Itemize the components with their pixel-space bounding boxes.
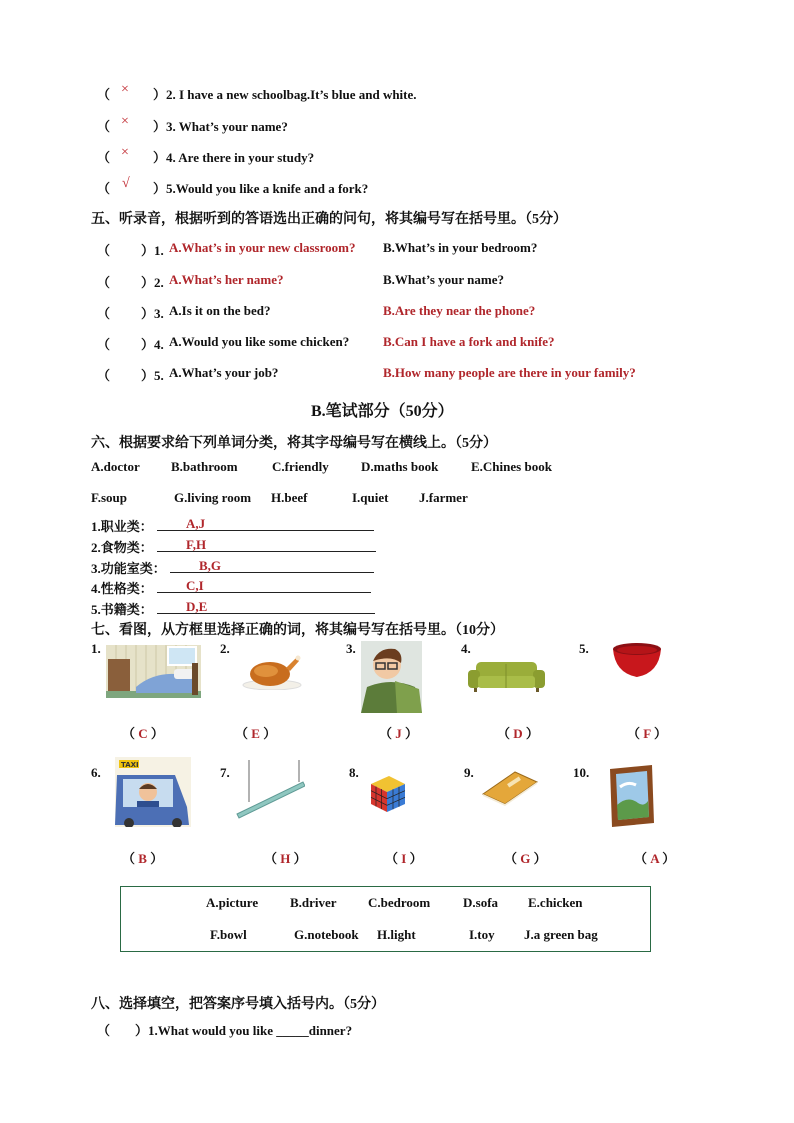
open-paren: （ [97, 87, 111, 102]
word-option: J.farmer [419, 490, 468, 505]
picture-answer: B [138, 851, 147, 866]
picture-number: 8. [349, 765, 359, 780]
category-answer: A,J [186, 516, 206, 531]
open-paren: （ [97, 337, 111, 352]
box-word: I.toy [469, 927, 495, 942]
sofa-image [468, 660, 545, 692]
open-paren: （ [97, 181, 111, 196]
picture-frame-image [608, 765, 656, 827]
option-a: A.Would you like some chicken? [169, 334, 350, 349]
bowl-image [611, 641, 663, 679]
answer-slot: （ J ） [379, 726, 419, 741]
picture-answer: I [401, 851, 407, 866]
open-paren: （ [97, 1023, 111, 1038]
category-label: 5.书籍类： [91, 602, 153, 617]
open-paren: （ [97, 243, 111, 258]
answer-slot: （ A ） [634, 851, 676, 866]
section-heading: 八、选择填空，把答案序号填入括号内。（5分） [91, 997, 385, 1012]
question-number: ）5. [141, 368, 164, 383]
picture-number: 3. [346, 641, 356, 656]
box-word: A.picture [206, 895, 259, 910]
picture-number: 7. [220, 765, 230, 780]
category-label: 1.职业类： [91, 519, 153, 534]
category-answer: B,G [199, 558, 222, 573]
option-a: A.What’s her name? [169, 272, 284, 287]
option-b: B.What’s your name? [383, 272, 504, 287]
open-paren: （ [97, 150, 111, 165]
answer-slot: （ C ） [122, 726, 164, 741]
box-word: B.driver [290, 895, 337, 910]
check-mark: √ [122, 176, 130, 191]
answer-slot: （ D ） [497, 726, 539, 741]
box-word: C.bedroom [368, 895, 431, 910]
option-b: B.Are they near the phone? [383, 303, 536, 318]
box-word: D.sofa [463, 895, 499, 910]
question-text: ）1.What would you like _____dinner? [135, 1023, 353, 1038]
picture-answer: E [251, 726, 260, 741]
cross-mark: × [121, 114, 129, 129]
part-title: B.笔试部分（50分） [311, 403, 454, 420]
open-paren: （ [97, 119, 111, 134]
open-paren: （ [97, 275, 111, 290]
picture-answer: H [280, 851, 291, 866]
picture-number: 9. [464, 765, 474, 780]
taxi-sign-text: TAXI [121, 761, 139, 769]
category-label: 4.性格类： [91, 581, 153, 596]
tf-text: ）5.Would you like a knife and a fork? [153, 181, 369, 196]
word-option: E.Chines book [471, 459, 552, 474]
option-b: B.How many people are there in your family? [383, 365, 636, 380]
word-option: I.quiet [352, 490, 389, 505]
picture-answer: G [520, 851, 531, 866]
taxi-driver-image [115, 757, 191, 827]
box-word: J.a green bag [524, 927, 598, 942]
tf-text: ）2. I have a new schoolbag.It’s blue and white. [153, 87, 417, 102]
option-a: A.Is it on the bed? [169, 303, 271, 318]
picture-number: 6. [91, 765, 101, 780]
tf-text: ）4. Are there in your study? [153, 150, 315, 165]
question-number: ）3. [141, 306, 164, 321]
word-option: H.beef [271, 490, 308, 505]
picture-answer: F [643, 726, 651, 741]
picture-number: 5. [579, 641, 589, 656]
picture-number: 10. [573, 765, 590, 780]
question-number: ）1. [141, 243, 164, 258]
ceiling-light-image [233, 760, 305, 820]
word-option: G.living room [174, 490, 252, 505]
category-answer: F,H [186, 537, 207, 552]
picture-number: 2. [220, 641, 230, 656]
option-b: B.Can I have a fork and knife? [383, 334, 555, 349]
category-answer: C,I [186, 578, 204, 593]
section-heading: 五、听录音，根据听到的答语选出正确的问句，将其编号写在括号里。（5分） [91, 212, 567, 227]
option-b: B.What’s in your bedroom? [383, 240, 538, 255]
option-a: A.What’s in your new classroom? [169, 240, 356, 255]
cross-mark: × [121, 145, 129, 160]
category-label: 3.功能室类： [91, 561, 166, 576]
section-heading: 七、看图，从方框里选择正确的词，将其编号写在括号里。（10分） [91, 623, 504, 638]
notebook-image [481, 770, 539, 806]
picture-answer: C [138, 726, 148, 741]
answer-slot: （ E ） [235, 726, 277, 741]
answer-slot: （ H ） [264, 851, 307, 866]
word-option: D.maths book [361, 459, 439, 474]
picture-number: 1. [91, 641, 101, 656]
answer-slot: （ G ） [504, 851, 547, 866]
picture-answer: A [650, 851, 659, 866]
box-word: E.chicken [528, 895, 583, 910]
picture-answer: D [513, 726, 523, 741]
section-heading: 六、根据要求给下列单词分类，将其字母编号写在横线上。（5分） [91, 436, 497, 451]
open-paren: （ [97, 306, 111, 321]
boy-with-green-bag-image [361, 641, 422, 713]
question-number: ）2. [141, 275, 164, 290]
option-a: A.What’s your job? [169, 365, 279, 380]
word-option: F.soup [91, 490, 128, 505]
box-word: G.notebook [294, 927, 359, 942]
box-word: F.bowl [210, 927, 247, 942]
question-number: ）4. [141, 337, 164, 352]
toy-cube-image [367, 772, 407, 814]
cross-mark: × [121, 82, 129, 97]
tf-text: ）3. What’s your name? [153, 119, 288, 134]
category-label: 2.食物类： [91, 540, 153, 555]
answer-slot: （ F ） [627, 726, 667, 741]
category-answer: D,E [186, 599, 208, 614]
word-option: C.friendly [272, 459, 329, 474]
word-option: B.bathroom [171, 459, 238, 474]
bedroom-image [106, 645, 201, 698]
picture-number: 4. [461, 641, 471, 656]
chicken-image [242, 652, 302, 690]
box-word: H.light [377, 927, 416, 942]
answer-slot: （ I ） [385, 851, 423, 866]
word-option: A.doctor [91, 459, 140, 474]
answer-slot: （ B ） [122, 851, 164, 866]
picture-answer: J [395, 726, 402, 741]
open-paren: （ [97, 368, 111, 383]
